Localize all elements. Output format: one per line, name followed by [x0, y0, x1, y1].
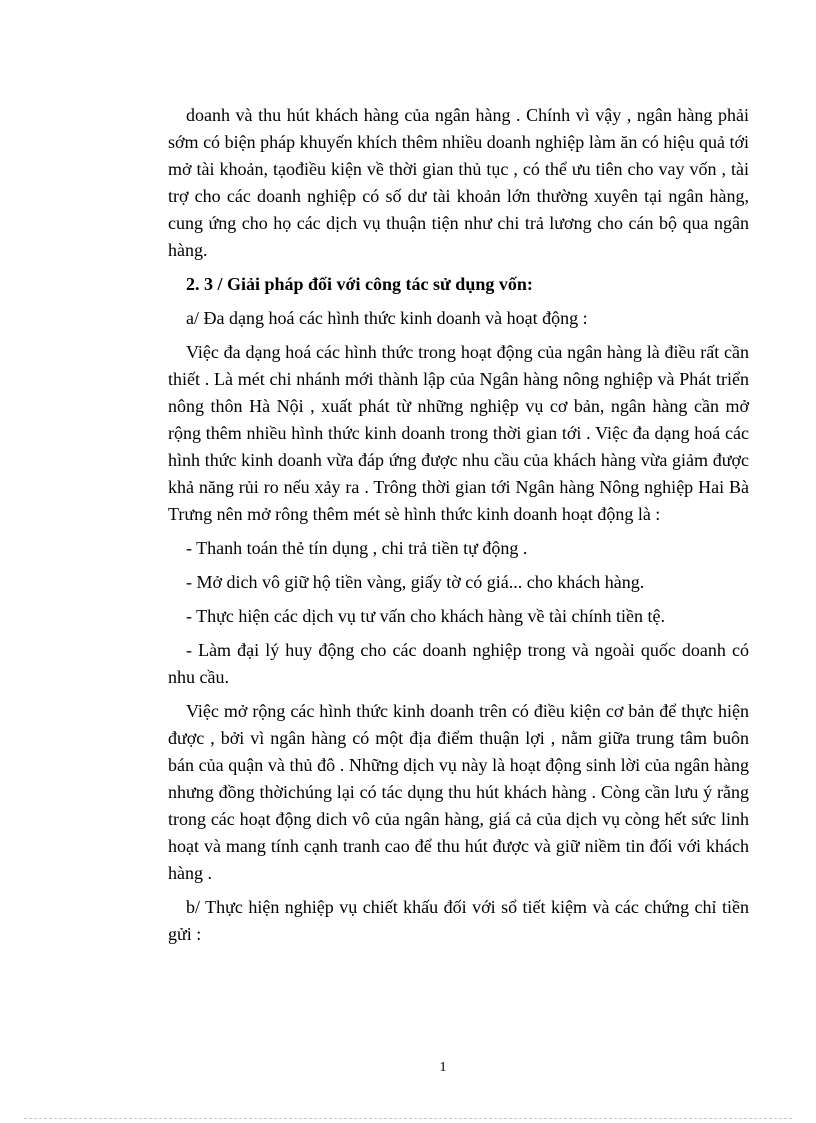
subheading-diversification: a/ Đa dạng hoá các hình thức kinh doanh và hoạt động : — [186, 308, 588, 328]
paragraph-expansion: Việc mở rộng các hình thức kinh doanh trên có điều kiện cơ bản để thực hiện được , bởi vì ngân hàng có một địa điểm thuận lợi , nằm giữa trung tâm buôn bán của quận và thủ đô . Những dịch vụ này là hoạt động sinh lời của ngân hàng nhưng đồng thờichúng lại có tác dụng thu hút khách hàng . Còng cần lưu ý rằng trong các hoạt động dich vô của ngân hàng, giá cả của dịch vụ còng hết sức linh hoạt và mang tính cạnh tranh cao để thu hút được và giữ niềm tin đối với khách hàng . — [168, 701, 749, 883]
list-item-advisory: - Thực hiện các dịch vụ tư vấn cho khách hàng về tài chính tiền tệ. — [186, 606, 666, 626]
list-item-agency: - Làm đại lý huy động cho các doanh nghiệp trong và ngoài quốc doanh có nhu cầu. — [168, 640, 749, 687]
page-number: 1 — [439, 1060, 447, 1075]
page-bottom-divider — [24, 1118, 792, 1119]
section-heading-capital-use: 2. 3 / Giải pháp đối với công tác sử dụng vốn: — [186, 274, 533, 294]
subheading-discounting: b/ Thực hiện nghiệp vụ chiết khấu đối với sổ tiết kiệm và các chứng chỉ tiền gửi : — [168, 897, 749, 944]
list-item-safekeeping: - Mở dich vô giữ hộ tiền vàng, giấy tờ có giá... cho khách hàng. — [186, 572, 645, 592]
document-body — [168, 102, 749, 955]
paragraph-customer-attraction: doanh và thu hút khách hàng của ngân hàng . Chính vì vậy , ngân hàng phải sớm có biện pháp khuyến khích thêm nhiều doanh nghiệp làm ăn có hiệu quả tới mở tài khoản, tạođiều kiện về thời gian thủ tục , có thể ưu tiên cho vay vốn , tài trợ cho các doanh nghiệp có số dư tài khoản lớn thường xuyên tại ngân hàng, cung ứng cho họ các dịch vụ thuận tiện như chi trả lương cho cán bộ qua ngân hàng. — [168, 105, 749, 260]
list-item-credit-card: - Thanh toán thẻ tín dụng , chi trả tiền tự động . — [186, 538, 528, 558]
paragraph-diversification: Việc đa dạng hoá các hình thức trong hoạt động của ngân hàng là điều rất cần thiết . Là mét chi nhánh mới thành lập của Ngân hàng nông nghiệp và Phát triển nông thôn Hà Nội , xuất phát từ những nghiệp vụ cơ bản, ngân hàng cần mở rộng thêm nhiều hình thức kinh doanh trong thời gian tới . Việc đa dạng hoá các hình thức kinh doanh vừa đáp ứng được nhu cầu của khách hàng vừa giảm được khả năng rủi ro nếu xảy ra . Trông thời gian tới Ngân hàng Nông nghiệp Hai Bà Trưng nên mở rông thêm mét sè hình thức kinh doanh hoạt động là : — [168, 342, 749, 524]
